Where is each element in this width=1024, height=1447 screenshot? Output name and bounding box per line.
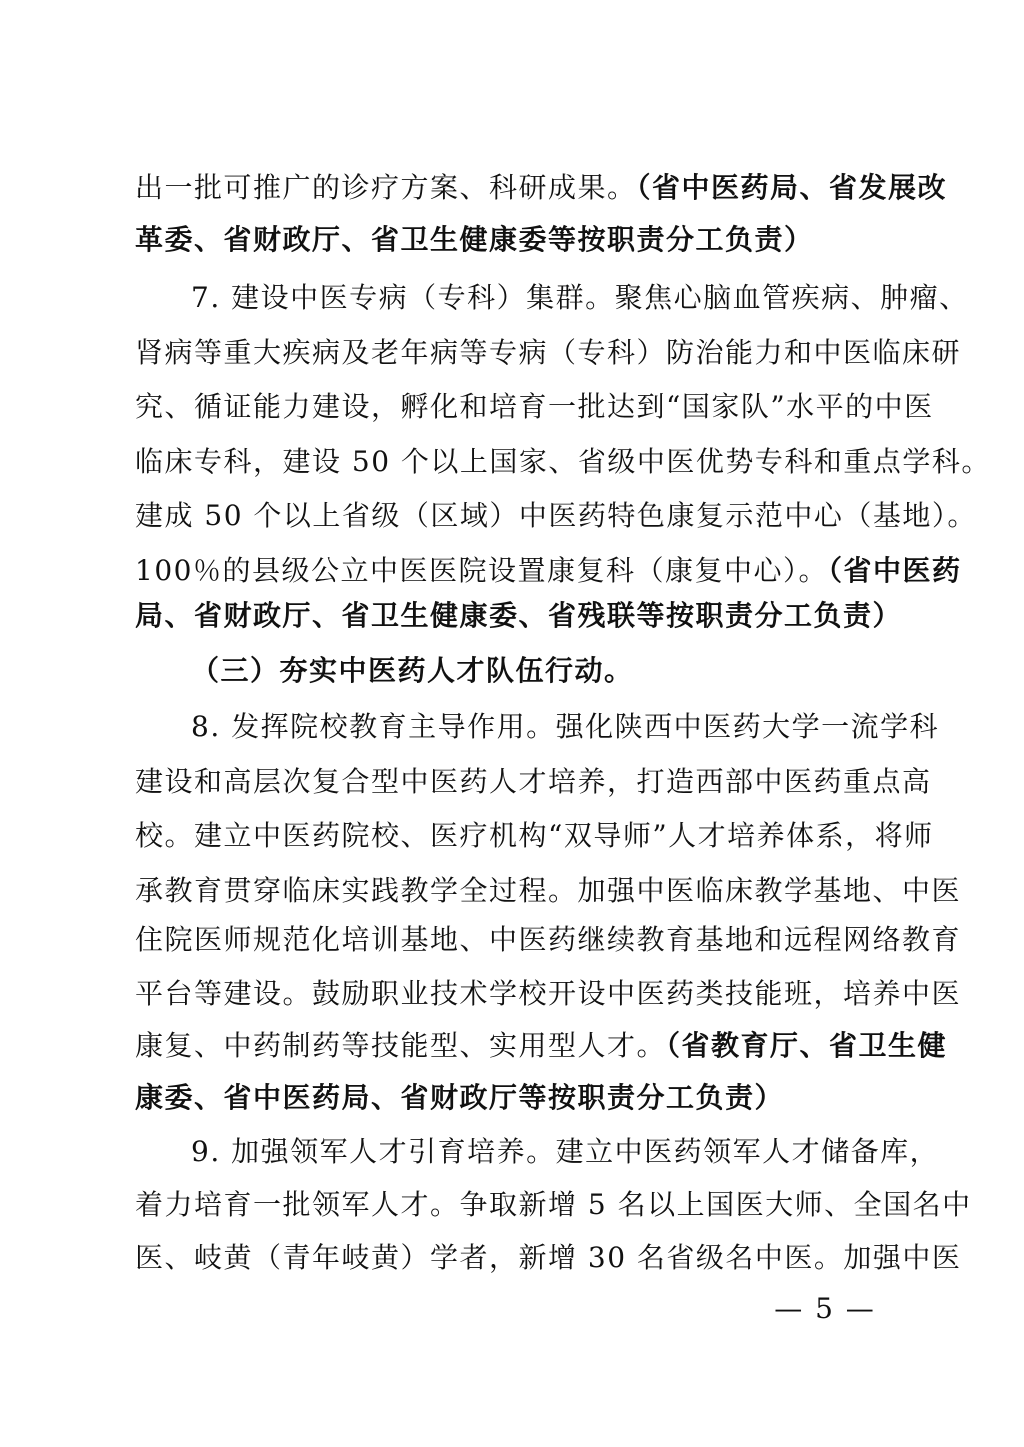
page-number: — 5 — <box>774 1292 876 1325</box>
responsible-departments: 革委、省财政厅、省卫生健康委等按职责分工负责） <box>135 223 814 256</box>
section-heading: （三）夯实中医药人才队伍行动。 <box>191 654 634 687</box>
paragraph-line: 建设和高层次复合型中医药人才培养，打造西部中医药重点高 <box>135 765 932 798</box>
body-text: 康复、中药制药等技能型、实用型人才。 <box>135 1029 667 1062</box>
paragraph-line <box>135 162 948 214</box>
paragraph-line: 着力培育一批领军人才。争取新增 5 名以上国医大师、全国名中 <box>135 1188 972 1221</box>
paragraph-line: 究、循证能力建设，孵化和培育一批达到“国家队”水平的中医 <box>135 390 934 423</box>
paragraph-line <box>135 1020 948 1072</box>
paragraph-line: 平台等建设。鼓励职业技术学校开设中医药类技能班，培养中医 <box>135 977 962 1010</box>
paragraph-line: 肾病等重大疾病及老年病等专病（专科）防治能力和中医临床研 <box>135 336 962 369</box>
responsible-departments: （省中医药 <box>827 554 962 587</box>
paragraph-line: 临床专科，建设 50 个以上国家、省级中医优势专科和重点学科。 <box>135 445 991 478</box>
paragraph-line: 建成 50 个以上省级（区域）中医药特色康复示范中心（基地）。 <box>135 499 977 532</box>
body-text: 出一批可推广的诊疗方案、科研成果。 <box>135 171 637 204</box>
paragraph-line: 医、岐黄（青年岐黄）学者，新增 30 名省级名中医。加强中医 <box>135 1241 962 1274</box>
responsible-departments: （省教育厅、省卫生健 <box>666 1029 948 1062</box>
paragraph-line: 住院医师规范化培训基地、中医药继续教育基地和远程网络教育 <box>135 923 962 956</box>
paragraph-line <box>135 590 903 642</box>
paragraph-line: 9. 加强领军人才引育培养。建立中医药领军人才储备库， <box>191 1135 940 1168</box>
responsible-departments: 局、省财政厅、省卫生健康委、省残联等按职责分工负责） <box>135 599 903 632</box>
paragraph-line <box>135 214 895 266</box>
paragraph-line: 校。建立中医药院校、医疗机构“双导师”人才培养体系，将师 <box>135 819 934 852</box>
paragraph-line: 7. 建设中医专病（专科）集群。聚焦心脑血管疾病、肿瘤、 <box>191 281 969 314</box>
paragraph-line <box>135 1072 895 1124</box>
paragraph-line: 8. 发挥院校教育主导作用。强化陕西中医药大学一流学科 <box>191 710 940 743</box>
body-text: 100％的县级公立中医医院设置康复科（康复中心）。 <box>135 554 828 587</box>
responsible-departments: （省中医药局、省发展改 <box>636 171 948 204</box>
paragraph-line: 承教育贯穿临床实践教学全过程。加强中医临床教学基地、中医 <box>135 874 962 907</box>
responsible-departments: 康委、省中医药局、省财政厅等按职责分工负责） <box>135 1081 785 1114</box>
